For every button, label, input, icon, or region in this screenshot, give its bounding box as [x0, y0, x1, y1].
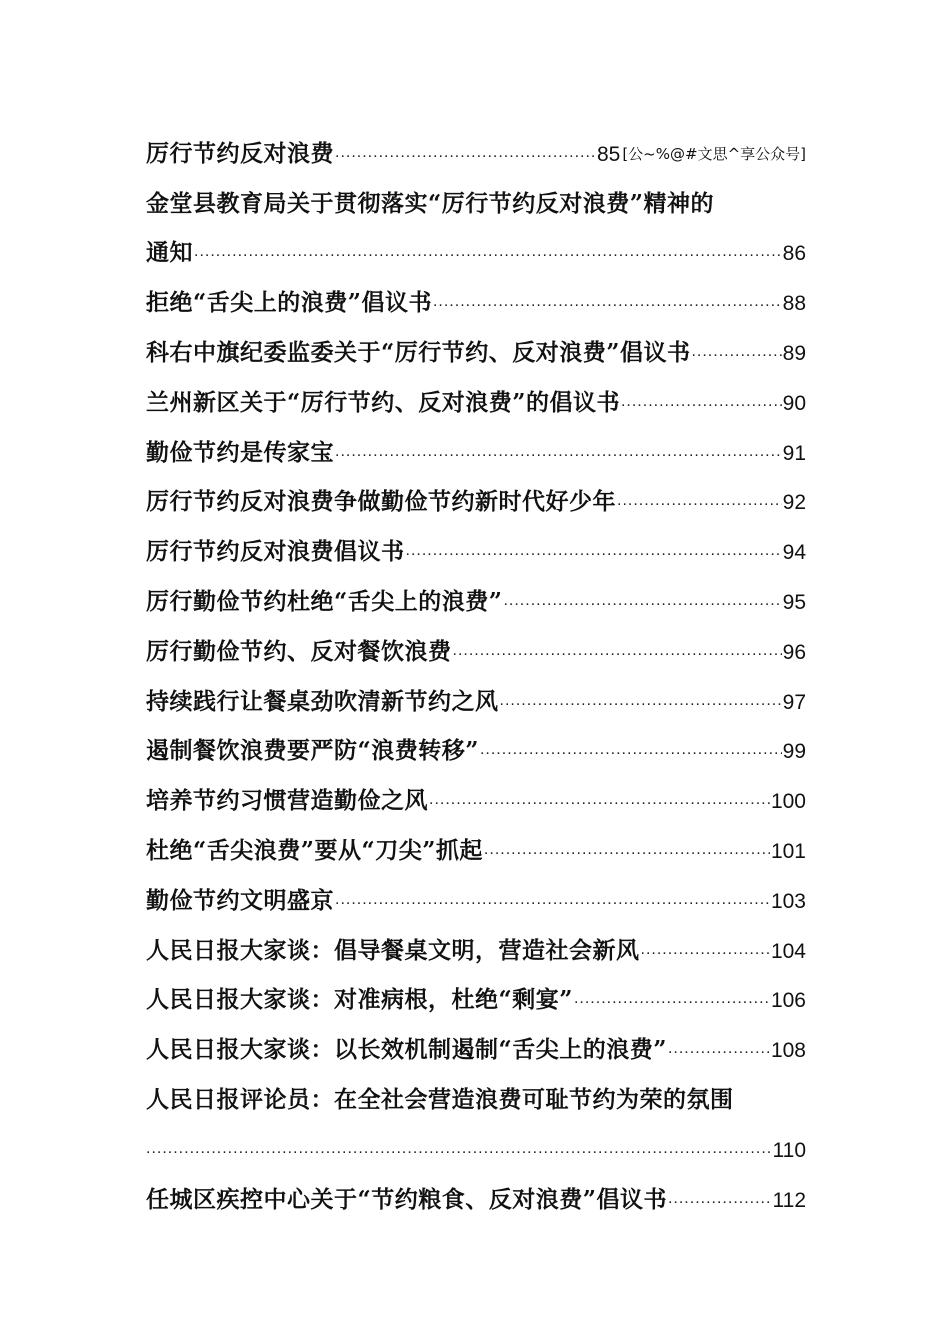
toc-entry[interactable]	[146, 616, 806, 666]
toc-entry-title: 金堂县教育局关于贯彻落实“厉行节约反对浪费”精神的	[146, 189, 714, 217]
table-of-contents	[146, 118, 806, 1214]
toc-entry[interactable]	[146, 417, 806, 467]
dot-leader	[621, 393, 782, 411]
toc-entry-title: 人民日报大家谈：以长效机制遏制“舌尖上的浪费”	[146, 1036, 667, 1064]
toc-entry[interactable]	[146, 218, 806, 268]
toc-entry-title: 拒绝“舌尖上的浪费”倡议书	[146, 289, 432, 317]
dot-leader	[691, 343, 781, 361]
toc-entry-page: 106	[770, 989, 806, 1013]
toc-entry-title: 厉行节约反对浪费	[146, 139, 334, 167]
toc-entry-page: 101	[770, 839, 806, 863]
toc-entry-page: 100	[770, 790, 806, 814]
toc-entry[interactable]	[146, 1014, 806, 1064]
dot-leader	[335, 891, 770, 909]
dot-leader	[335, 443, 782, 461]
dot-leader	[574, 990, 770, 1008]
toc-entry-page: 104	[770, 939, 806, 963]
toc-entry-page: 92	[782, 491, 806, 515]
toc-entry-page: 95	[782, 590, 806, 614]
toc-entry[interactable]	[146, 1164, 806, 1214]
toc-entry[interactable]	[146, 467, 806, 517]
dot-leader	[617, 492, 782, 510]
toc-entry-title: 厉行节约反对浪费争做勤俭节约新时代好少年	[146, 488, 616, 516]
toc-entry[interactable]	[146, 815, 806, 865]
toc-entry-title: 厉行勤俭节约、反对餐饮浪费	[146, 637, 452, 665]
toc-entry-title: 培养节约习惯营造勤俭之风	[146, 787, 428, 815]
dot-leader	[194, 243, 782, 261]
toc-entry[interactable]	[146, 367, 806, 417]
toc-entry-page: 91	[782, 441, 806, 465]
toc-entry[interactable]	[146, 666, 806, 716]
toc-entry-page: 94	[782, 541, 806, 565]
toc-entry-title: 杜绝“舌尖浪费”要从“刀尖”抓起	[146, 836, 483, 864]
toc-entry-title: 勤俭节约是传家宝	[146, 438, 334, 466]
toc-entry[interactable]	[146, 267, 806, 317]
toc-entry[interactable]	[146, 915, 806, 965]
toc-entry-title: 任城区疾控中心关于“节约粮食、反对浪费”倡议书	[146, 1185, 667, 1213]
toc-entry[interactable]	[146, 168, 806, 218]
dot-leader	[668, 1190, 772, 1208]
toc-entry-page: 88	[782, 292, 806, 316]
dot-leader	[500, 692, 782, 710]
dot-leader	[335, 144, 596, 162]
toc-entry-page: 86	[782, 242, 806, 266]
dot-leader	[406, 542, 782, 560]
toc-entry[interactable]	[146, 317, 806, 367]
toc-entry[interactable]	[146, 965, 806, 1015]
toc-entry[interactable]	[146, 1064, 806, 1114]
toc-entry-page: 99	[782, 740, 806, 764]
dot-leader	[433, 293, 782, 311]
toc-entry[interactable]	[146, 865, 806, 915]
dot-leader	[641, 941, 770, 959]
toc-entry-title: 厉行勤俭节约杜绝“舌尖上的浪费”	[146, 587, 503, 615]
toc-entry-title: 人民日报大家谈：倡导餐桌文明，营造社会新风	[146, 936, 640, 964]
toc-entry-page: 85	[596, 142, 621, 166]
dot-leader	[484, 841, 770, 859]
toc-entry[interactable]	[146, 1114, 806, 1164]
toc-entry-page: 103	[770, 889, 806, 913]
toc-entry-title: 持续践行让餐桌劲吹清新节约之风	[146, 687, 499, 715]
toc-entry-page: 89	[782, 341, 806, 365]
toc-entry-title: 科右中旗纪委监委关于“厉行节约、反对浪费”倡议书	[146, 338, 691, 366]
dot-leader	[480, 741, 782, 759]
dot-leader	[429, 791, 770, 809]
dot-leader	[668, 1040, 770, 1058]
toc-entry[interactable]	[146, 566, 806, 616]
toc-entry-title: 勤俭节约文明盛京	[146, 886, 334, 914]
toc-entry[interactable]	[146, 516, 806, 566]
toc-entry[interactable]	[146, 716, 806, 766]
toc-entry-title: 兰州新区关于“厉行节约、反对浪费”的倡议书	[146, 388, 620, 416]
dot-leader	[146, 1140, 772, 1158]
dot-leader	[503, 592, 781, 610]
toc-entry-page: 112	[772, 1188, 806, 1212]
toc-entry-title: 厉行节约反对浪费倡议书	[146, 538, 405, 566]
toc-entry-page: 90	[782, 391, 806, 415]
toc-entry-title: 人民日报评论员：在全社会营造浪费可耻节约为荣的氛围	[146, 1085, 734, 1113]
toc-entry-title: 通知	[146, 239, 193, 267]
toc-entry-page: 96	[782, 640, 806, 664]
toc-entry[interactable]	[146, 765, 806, 815]
toc-entry-title: 遏制餐饮浪费要严防“浪费转移”	[146, 737, 479, 765]
toc-entry-page: 110	[772, 1138, 806, 1162]
toc-entry-page: 108	[770, 1039, 806, 1063]
watermark-note: [公~%@#文思^享公众号]	[622, 144, 806, 163]
dot-leader	[453, 642, 782, 660]
toc-entry[interactable]	[146, 118, 806, 168]
toc-entry-page: 97	[782, 690, 806, 714]
toc-entry-title: 人民日报大家谈：对准病根，杜绝“剩宴”	[146, 986, 573, 1014]
